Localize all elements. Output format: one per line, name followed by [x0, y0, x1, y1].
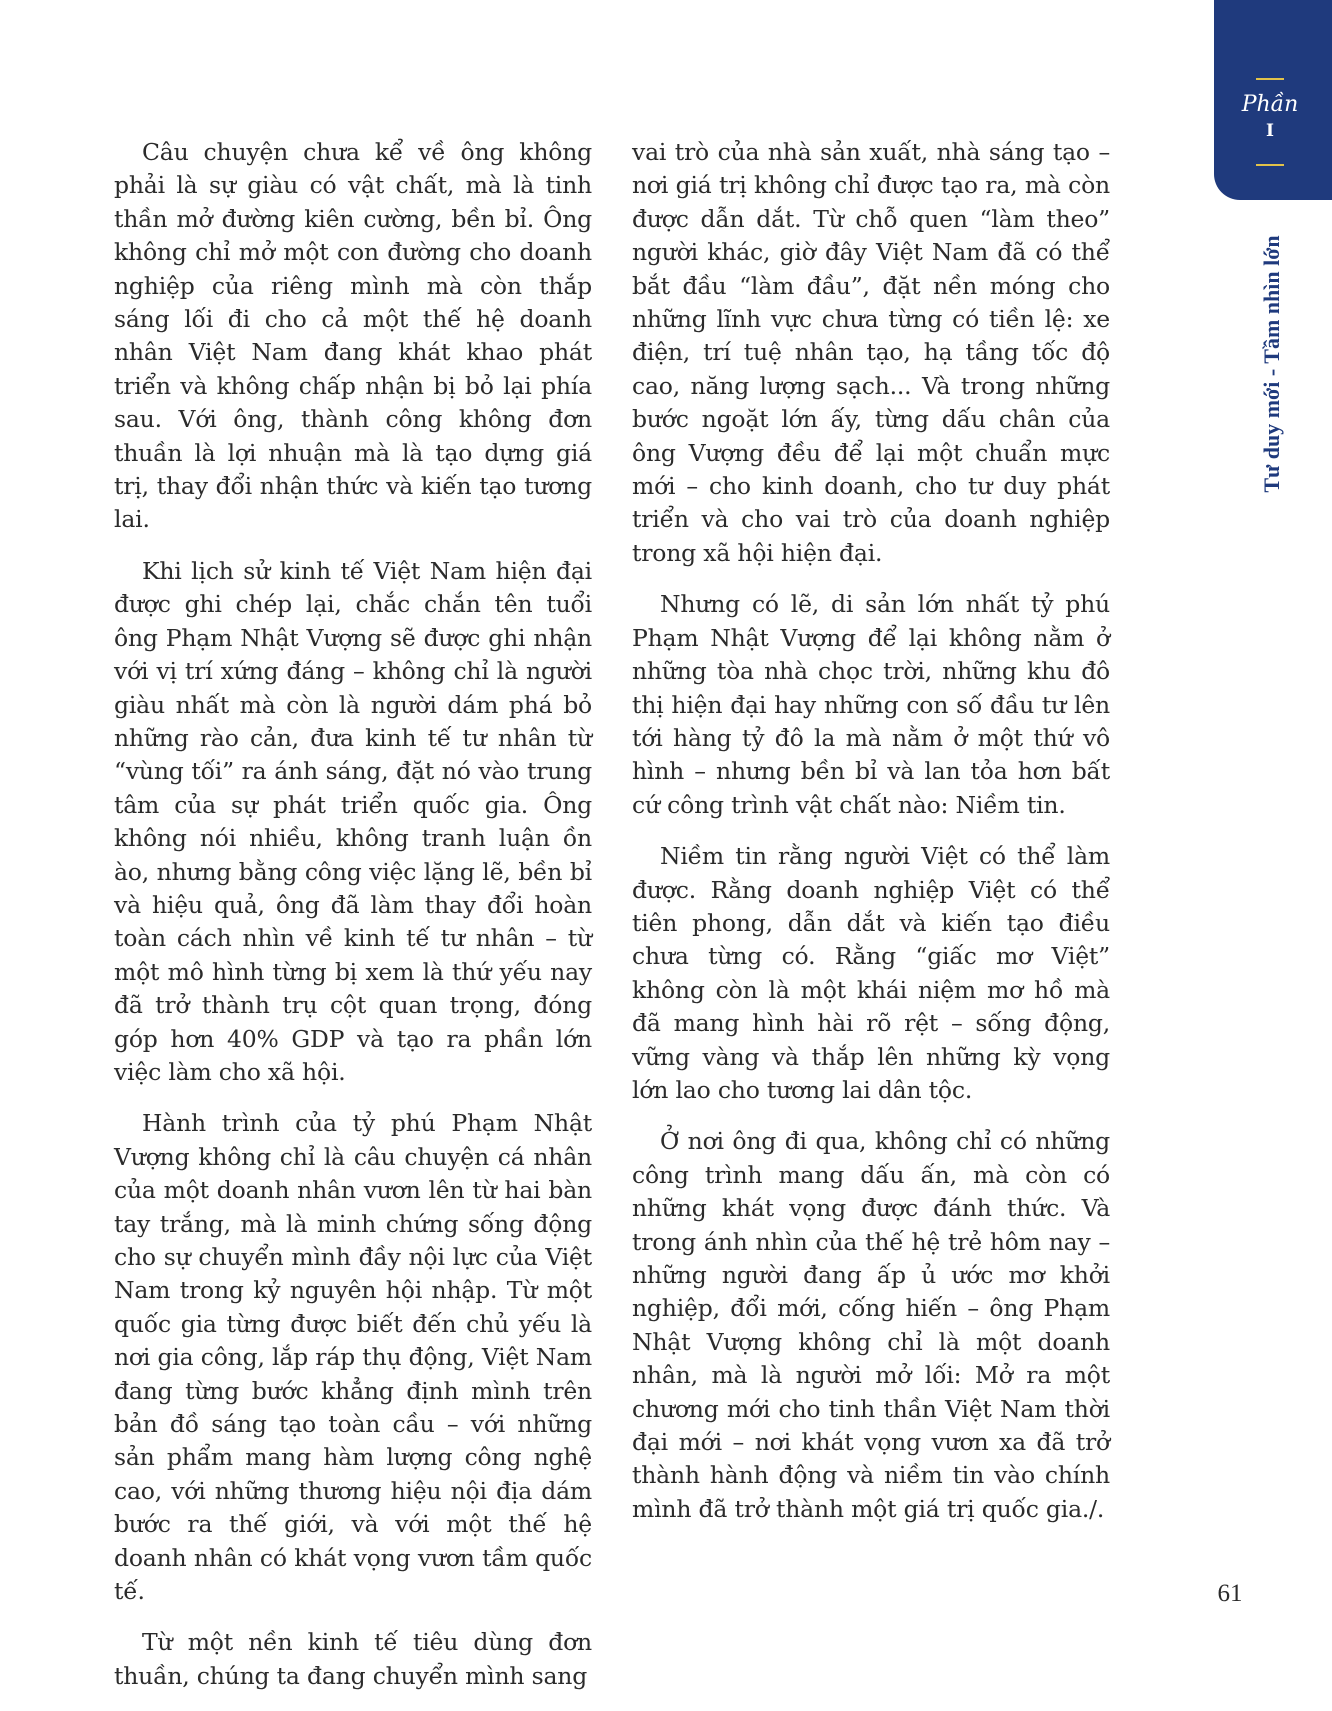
- section-tab: [1214, 0, 1332, 200]
- paragraph: Ở nơi ông đi qua, không chỉ có những công trình mang dấu ấn, mà còn có những khát vọng được đánh thức. Và trong ánh nhìn của thế hệ trẻ hôm nay – những người đang ấp ủ ước mơ khởi nghiệp, đổi mới, cống hiến – ông Phạm Nhật Vượng không chỉ là một doanh nhân, mà là người mở lối: Mở ra một chương mới cho tinh thần Việt Nam thời đại mới – nơi khát vọng vươn xa đã trở thành hành động và niềm tin vào chính mình đã trở thành một giá trị quốc gia./.: [632, 1127, 1110, 1523]
- paragraph: Khi lịch sử kinh tế Việt Nam hiện đại được ghi chép lại, chắc chắn tên tuổi ông Phạm Nhật Vượng sẽ được ghi nhận với vị trí xứng đáng – không chỉ là người giàu nhất mà còn là người dám phá bỏ những rào cản, đưa kinh tế tư nhân từ “vùng tối” ra ánh sáng, đặt nó vào trung tâm của sự phát triển quốc gia. Ông không nói nhiều, không tranh luận ồn ào, nhưng bằng công việc lặng lẽ, bền bỉ và hiệu quả, ông đã làm thay đổi hoàn toàn cách nhìn về kinh tế tư nhân – từ một mô hình từng bị xem là thứ yếu nay đã trở thành trụ cột quan trọng, đóng góp hơn 40% GDP và tạo ra phần lớn việc làm cho xã hội.: [114, 556, 592, 1086]
- page-number: 61: [1217, 1580, 1243, 1607]
- paragraph: Niềm tin rằng người Việt có thể làm được. Rằng doanh nghiệp Việt có thể tiên phong, dẫn dắt và kiến tạo điều chưa từng có. Rằng “giấc mơ Việt” không còn là một khái niệm mơ hồ mà đã mang hình hài rõ rệt – sống động, vững vàng và thắp lên những kỳ vọng lớn lao cho tương lai dân tộc.: [632, 842, 1110, 1104]
- running-title-text: Tư duy mới - Tầm nhìn lớn: [1259, 234, 1284, 493]
- paragraph: Hành trình của tỷ phú Phạm Nhật Vượng không chỉ là câu chuyện cá nhân của một doanh nhân vươn lên từ hai bàn tay trắng, mà là minh chứng sống động cho sự chuyển mình đầy nội lực của Việt Nam trong kỷ nguyên hội nhập. Từ một quốc gia từng được biết đến chủ yếu là nơi gia công, lắp ráp thụ động, Việt Nam đang từng bước khẳng định mình trên bản đồ sáng tạo toàn cầu – với những sản phẩm mang hàm lượng công nghệ cao, với những thương hiệu nội địa dám bước ra thế giới, và với một thế hệ doanh nhân có khát vọng vươn tầm quốc tế.: [114, 1109, 592, 1606]
- tab-divider-bottom: [1256, 164, 1284, 166]
- section-label: Phần: [1241, 92, 1299, 117]
- paragraph: Nhưng có lẽ, di sản lớn nhất tỷ phú Phạm Nhật Vượng để lại không nằm ở những tòa nhà chọc trời, những khu đô thị hiện đại hay những con số đầu tư lên tới hàng tỷ đô la mà nằm ở một thứ vô hình – nhưng bền bỉ và lan tỏa hơn bất cứ công trình vật chất nào: Niềm tin.: [632, 590, 1110, 819]
- right-column: [632, 136, 1110, 1544]
- left-column: [114, 136, 592, 1711]
- section-number: I: [1266, 121, 1274, 141]
- tab-divider-top: [1256, 78, 1284, 80]
- paragraph: Từ một nền kinh tế tiêu dùng đơn thuần, chúng ta đang chuyển mình sang: [114, 1628, 592, 1690]
- paragraph: Câu chuyện chưa kể về ông không phải là sự giàu có vật chất, mà là tinh thần mở đường kiên cường, bền bỉ. Ông không chỉ mở một con đường cho doanh nghiệp của riêng mình mà còn thắp sáng lối đi cho cả một thế hệ doanh nhân Việt Nam đang khát khao phát triển và không chấp nhận bị bỏ lại phía sau. Với ông, thành công không đơn thuần là lợi nhuận mà là tạo dựng giá trị, thay đổi nhận thức và kiến tạo tương lai.: [114, 138, 592, 534]
- paragraph-continued: vai trò của nhà sản xuất, nhà sáng tạo – nơi giá trị không chỉ được tạo ra, mà còn được dẫn dắt. Từ chỗ quen “làm theo” người khác, giờ đây Việt Nam đã có thể bắt đầu “làm đầu”, đặt nền móng cho những lĩnh vực chưa từng có tiền lệ: xe điện, trí tuệ nhân tạo, hạ tầng tốc độ cao, năng lượng sạch... Và trong những bước ngoặt lớn ấy, từng dấu chân của ông Vượng đều để lại một chuẩn mực mới – cho kinh doanh, cho tư duy phát triển và cho vai trò của doanh nghiệp trong xã hội hiện đại.: [632, 138, 1110, 567]
- running-title: [1258, 226, 1286, 501]
